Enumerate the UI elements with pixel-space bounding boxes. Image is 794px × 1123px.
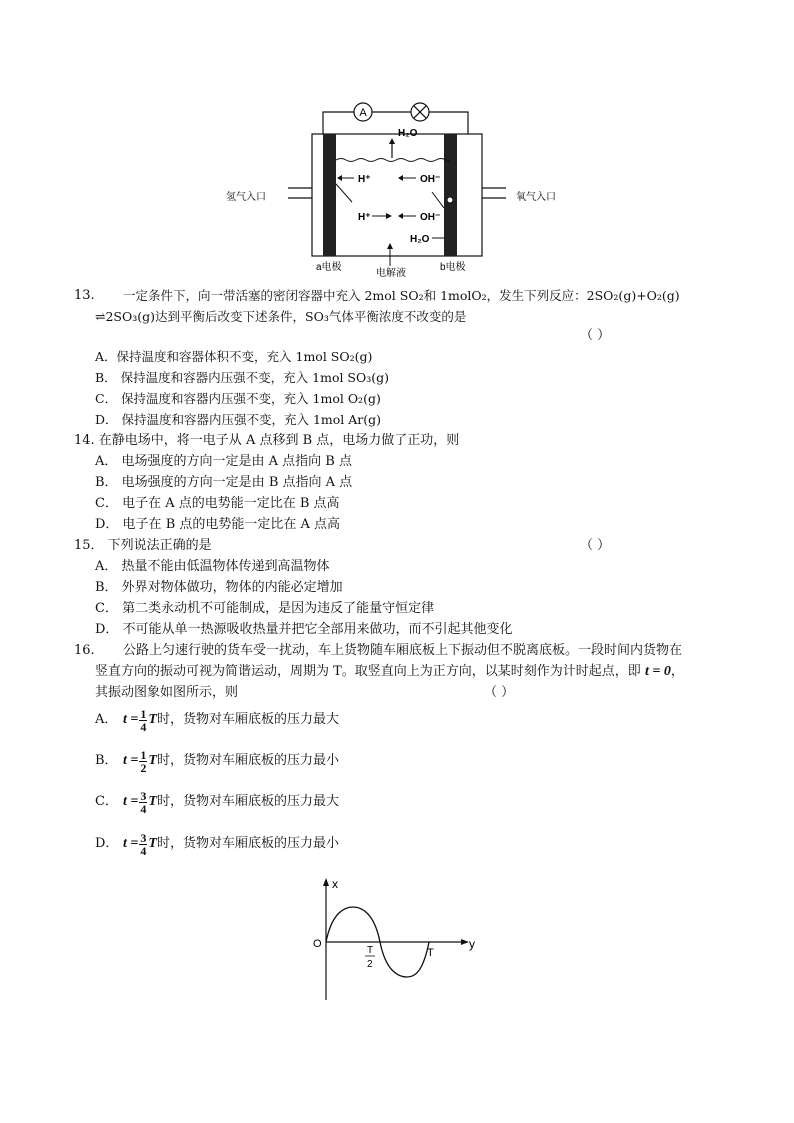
fuel-cell-diagram [220,98,580,278]
graph-half-period-den: 2 [367,959,373,970]
q16-option-a-text: 时，货物对车厢底板的压力最大 [156,712,339,727]
q14-option-b: B． 电场强度的方向一定是由 B 点指向 A 点 [95,475,353,490]
q16-option-b-T: T [148,753,157,768]
hydrogen-inlet-label: 氢气入口 [226,192,266,203]
q16-option-a-T: T [148,712,157,727]
q16-line2-comma: ， [670,664,684,679]
q16-option-c-label: C． [95,794,118,809]
q14-option-a: A． 电场强度的方向一定是由 A 点指向 B 点 [95,454,352,469]
graph-x-axis-arrow [323,878,329,886]
q16-option-a-label: A． [95,712,118,727]
q15-answer-paren: （ ） [580,538,611,553]
q15-option-b: B． 外界对物体做功，物体的内能必定增加 [95,580,343,595]
diag-arrow-a [336,184,352,202]
q16-option-c-fraction [139,790,147,815]
electrolyte-label: 电解液 [376,268,406,278]
q16-option-c [95,786,339,818]
q16-option-d-T: T [148,836,157,851]
q16-option-b [95,745,339,777]
graph-half-period-num: T [367,945,374,956]
h-plus-label-2: H⁺ [358,212,371,223]
q15-option-c: C． 第二类永动机不可能制成，是因为违反了能量守恒定律 [95,601,435,616]
q13-answer-paren: （ ） [580,328,611,343]
q16-text-line3: 其振动图象如图所示，则 [95,685,239,700]
q16-option-d-den: 4 [140,843,147,858]
q16-answer-paren: （ ） [484,685,515,700]
circuit-wire [323,112,468,134]
oh-minus-label-1: OH⁻ [420,174,441,185]
q14-text: 14. 在静电场中，将一电子从 A 点移到 B 点，电场力做了正功，则 [74,433,460,448]
ammeter-label: A [359,107,367,119]
q13-option-b: B． 保持温度和容器内压强不变，充入 1mol SO₃(g) [95,370,390,385]
electrode-a-label: a电极 [316,262,342,273]
oxygen-inlet-label: 氧气入口 [516,192,556,203]
q15-text: 15． 下列说法正确的是 [74,538,212,553]
graph-y-axis-arrow [461,939,469,945]
oxygen-bubble [447,197,453,203]
q16-option-c-T: T [148,794,157,809]
q16-option-a-fraction [139,708,147,733]
q16-option-b-num: 1 [140,747,147,762]
q16-text-line2-body: 竖直方向的振动可视为简谐运动，周期为 T。取竖直向上为正方向，以某时刻作为计时起点，即 [95,664,641,679]
q13-option-a: A．保持温度和容器体积不变，充入 1mol SO₂(g) [95,349,373,364]
q16-number: 16. [74,643,95,658]
q16-option-b-label: B． [95,753,118,768]
q16-option-d [95,828,339,860]
q16-option-d-fraction [139,832,147,857]
q16-option-a-den: 4 [140,719,147,734]
water-out-label: H₂O [410,234,430,245]
q14-option-c: C． 电子在 A 点的电势能一定比在 B 点高 [95,496,340,511]
q13-number: 13. [74,288,95,303]
q16-option-d-label: D． [95,836,119,851]
q13-text-line2: ⇌2SO₃(g)达到平衡后改变下述条件，SO₃气体平衡浓度不改变的是 [95,309,467,324]
q16-text-line2 [95,663,684,681]
q16-option-a-num: 1 [140,706,147,721]
q13-option-d: D． 保持温度和容器内压强不变，充入 1mol Ar(g) [95,412,382,427]
oh-arrowhead-1 [398,175,403,181]
oh-minus-label-2: OH⁻ [420,212,441,223]
h-plus-label-1: H⁺ [358,174,371,185]
q16-text-line1: 公路上匀速行驶的货车受一扰动，车上货物随车厢底板上下振动但不脱离底板。一段时间内货物在 [123,643,683,658]
q15-option-a: A． 热量不能由低温物体传递到高温物体 [95,559,330,574]
water-arrow-head [389,138,395,144]
q16-t-zero: t = 0 [644,664,671,679]
q14-option-d: D． 电子在 B 点的电势能一定比在 A 点高 [95,517,341,532]
electrode-b-label: b电极 [440,262,466,273]
q16-option-d-text: 时，货物对车厢底板的压力最小 [156,836,339,851]
q16-option-d-num: 3 [140,830,147,845]
graph-period-label: T [427,947,434,959]
oh-arrowhead-2 [398,213,403,219]
graph-x-axis-label: x [332,877,338,891]
q13-option-c: C． 保持温度和容器内压强不变，充入 1mol O₂(g) [95,391,381,406]
liquid-surface [336,159,450,162]
q13-text-line1: 一定条件下，向一带活塞的密闭容器中充入 2mol SO₂和 1molO₂，发生下列反应：2SO₂(g)+O₂(g) [123,288,680,303]
q16-option-b-text: 时，货物对车厢底板的压力最小 [156,753,339,768]
q16-option-a-t: t = [123,712,139,727]
vibration-graph [305,872,490,1007]
q16-option-c-text: 时，货物对车厢底板的压力最大 [156,794,339,809]
electrode-a [323,134,336,256]
q16-option-b-fraction [139,749,147,774]
q16-option-b-t: t = [123,753,139,768]
q16-option-b-den: 2 [140,760,147,775]
diag-arrow-b [432,192,444,208]
h-plus-arrowhead-1 [337,175,342,181]
electrode-b [444,134,457,256]
q16-option-d-t: t = [123,836,139,851]
electrolyte-arrowhead [387,243,393,249]
water-label: H₂O [398,128,418,139]
q16-option-c-num: 3 [140,788,147,803]
q16-option-c-t: t = [123,794,139,809]
h-plus-arrowhead-2 [386,213,392,219]
graph-y-axis-label: y [469,937,475,951]
q15-option-d: D． 不可能从单一热源吸收热量并把它全部用来做功，而不引起其他变化 [95,622,513,637]
q16-option-a [95,704,339,736]
q16-option-c-den: 4 [140,801,147,816]
graph-origin-label: O [313,938,322,950]
